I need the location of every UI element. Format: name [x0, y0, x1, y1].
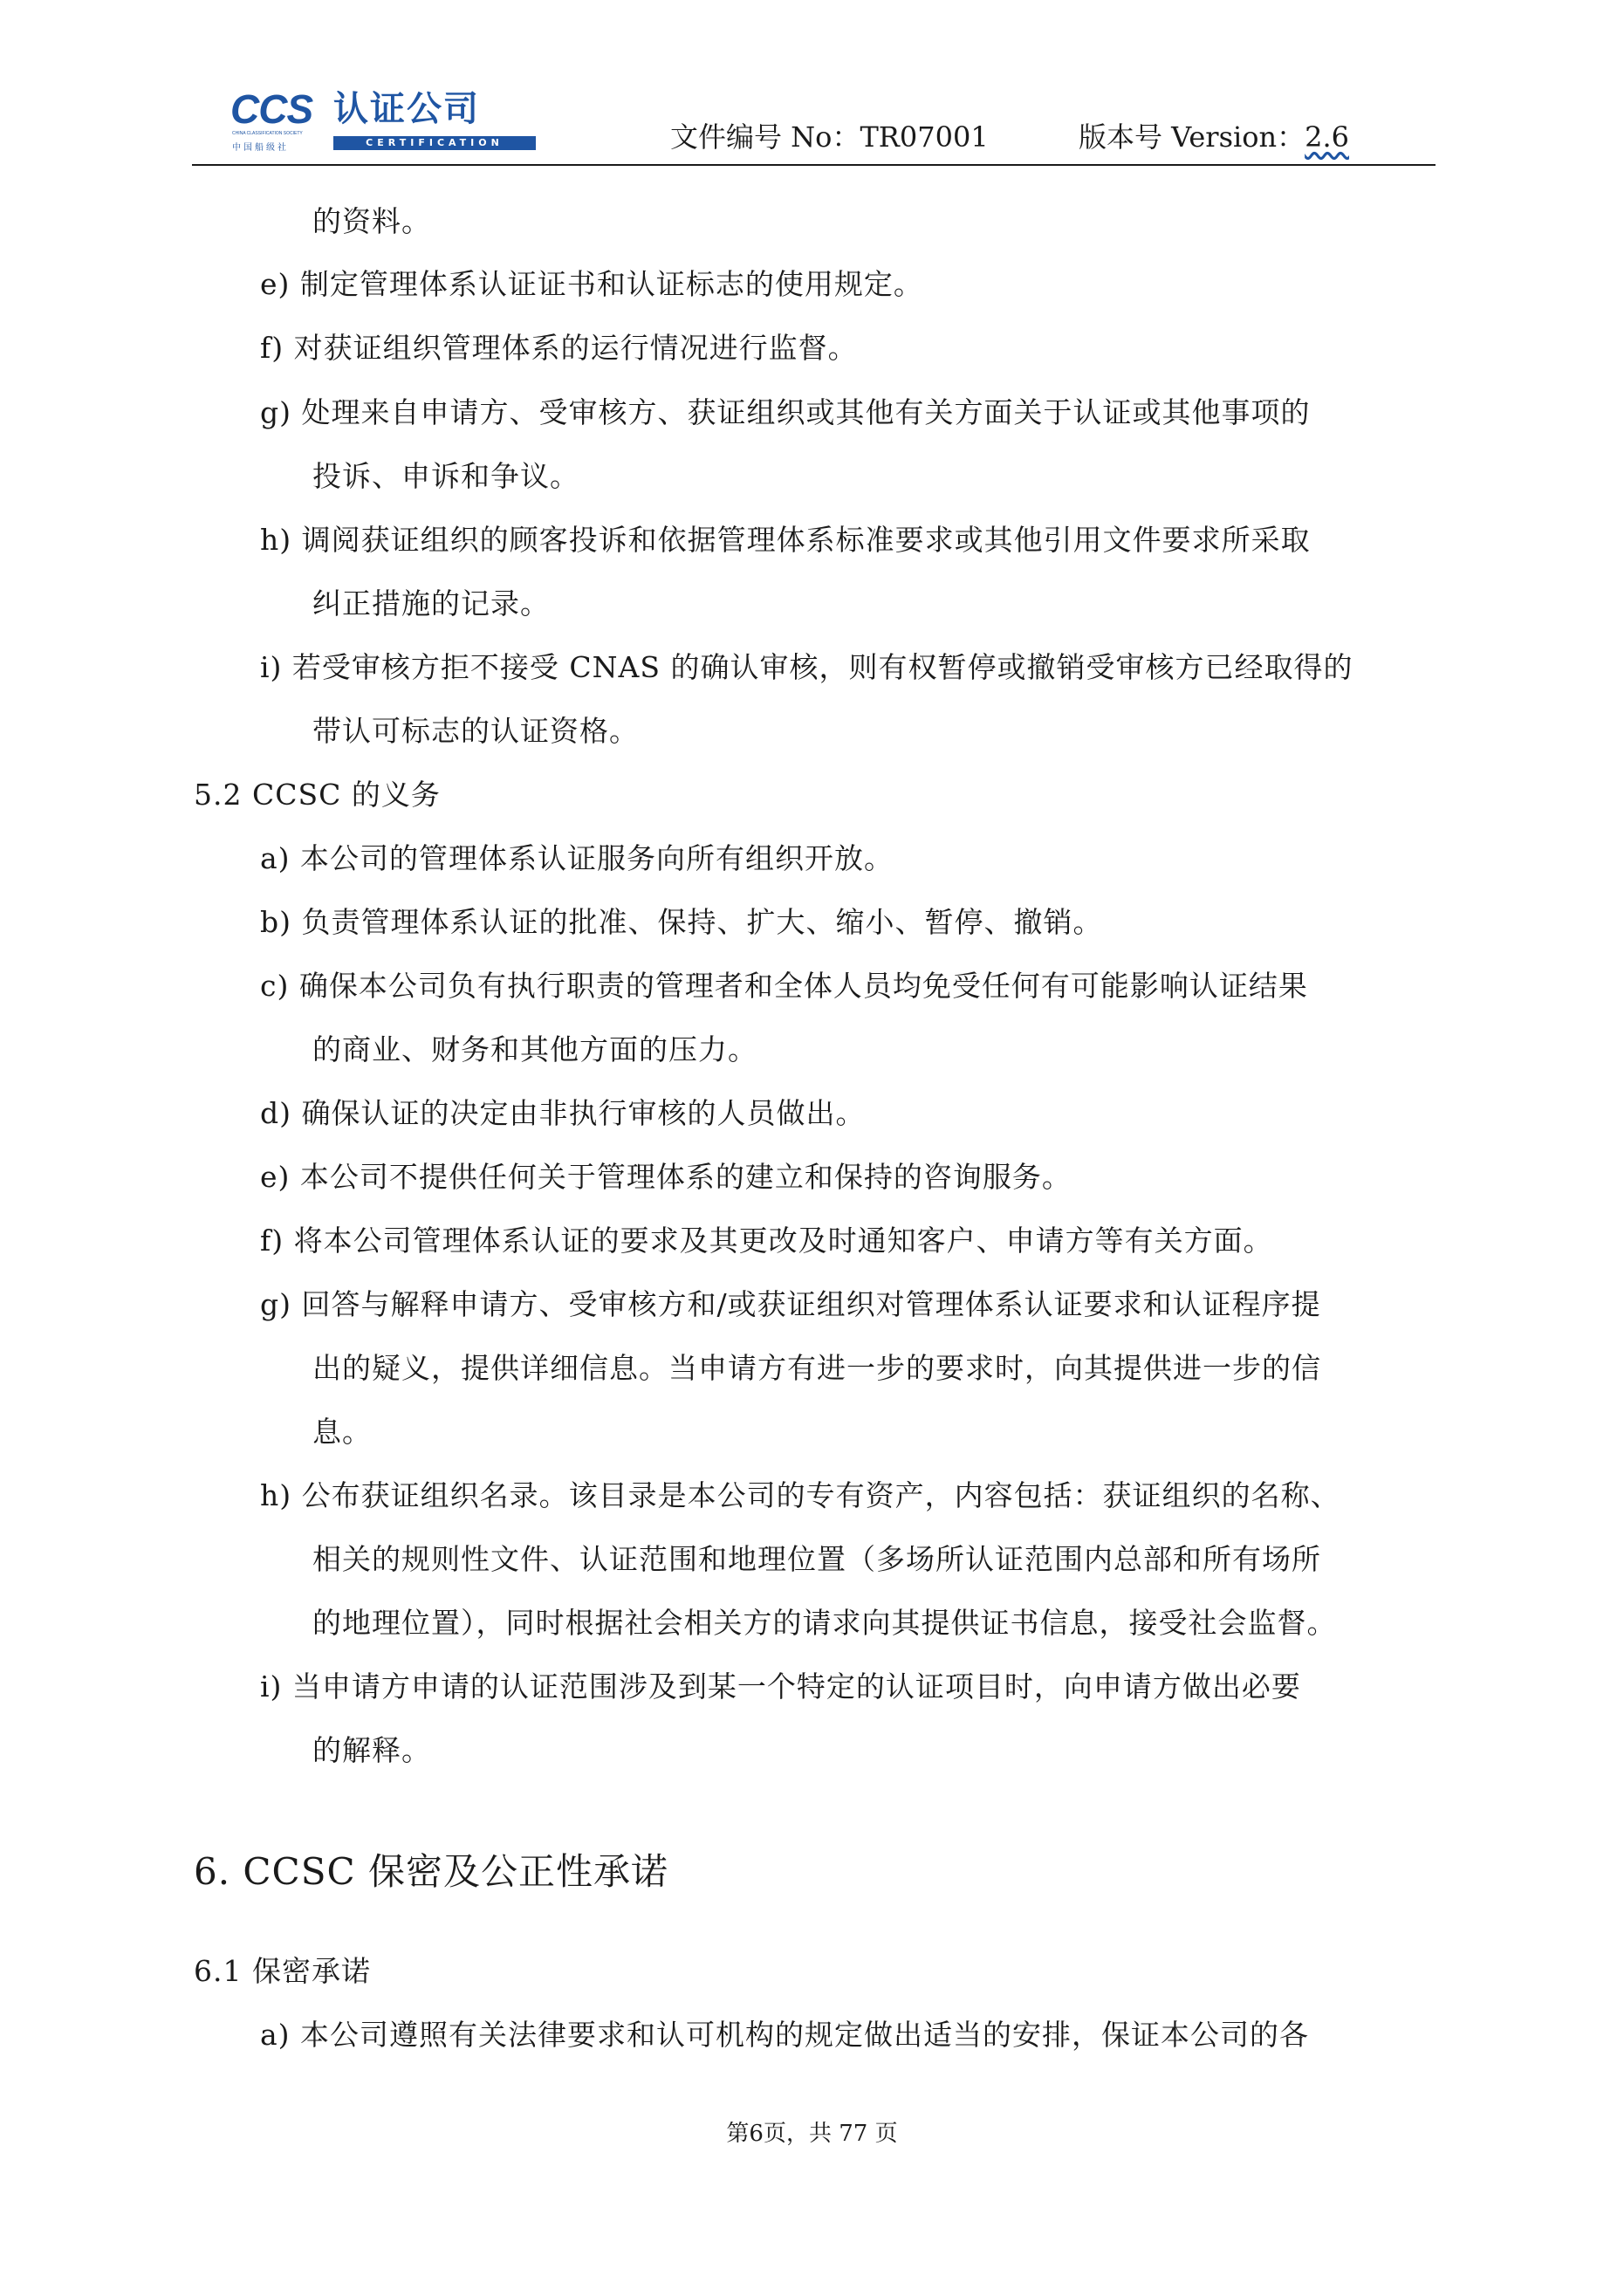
text-line: 的资料。 [312, 204, 431, 238]
list-item: e) 制定管理体系认证证书和认证标志的使用规定。 [260, 267, 923, 301]
list-item: a) 本公司遵照有关法律要求和认可机构的规定做出适当的安排，保证本公司的各 [260, 2018, 1310, 2052]
text-line: 相关的规则性文件、认证范围和地理位置（多场所认证范围内总部和所有场所 [312, 1542, 1321, 1576]
list-item: e) 本公司不提供任何关于管理体系的建立和保持的咨询服务。 [260, 1160, 1072, 1194]
list-item: c) 确保本公司负有执行职责的管理者和全体人员均免受任何有可能影响认证结果 [260, 969, 1308, 1003]
version-number [1079, 115, 1349, 155]
text-line: 的地理位置），同时根据社会相关方的请求向其提供证书信息，接受社会监督。 [312, 1606, 1337, 1640]
list-item: h) 调阅获证组织的顾客投诉和依据管理体系标准要求或其他引用文件要求所采取 [260, 523, 1311, 557]
list-item: d) 确保认证的决定由非执行审核的人员做出。 [260, 1096, 866, 1130]
document-number: 文件编号 No：TR07001 [670, 120, 989, 154]
logo-society-en: CHINA CLASSIFICATION SOCIETY [232, 131, 303, 136]
ccs-certification-logo [230, 87, 545, 157]
text-line: 的商业、财务和其他方面的压力。 [312, 1032, 757, 1066]
page-header [192, 80, 1436, 166]
logo-ccs-text: CCS [230, 86, 313, 132]
text-line: 息。 [312, 1415, 372, 1449]
page-footer: 第6页，共 77 页 [726, 2121, 898, 2147]
list-item: a) 本公司的管理体系认证服务向所有组织开放。 [260, 841, 894, 875]
text-line: 的解释。 [312, 1733, 431, 1767]
list-item: f) 将本公司管理体系认证的要求及其更改及时通知客户、申请方等有关方面。 [260, 1224, 1273, 1258]
text-line: 投诉、申诉和争议。 [312, 459, 579, 493]
text-line: 带认可标志的认证资格。 [312, 714, 639, 748]
version-label: 版本号 Version： [1079, 120, 1305, 154]
text-line: 出的疑义，提供详细信息。当申请方有进一步的要求时，向其提供进一步的信 [312, 1351, 1321, 1385]
subsection-heading: 5.2 CCSC 的义务 [194, 778, 441, 812]
version-value: 2.6 [1305, 120, 1350, 154]
list-item: g) 回答与解释申请方、受审核方和/或获证组织对管理体系认证要求和认证程序提 [260, 1287, 1321, 1321]
section-heading: 6. CCSC 保密及公正性承诺 [194, 1850, 668, 1893]
list-item: b) 负责管理体系认证的批准、保持、扩大、缩小、暂停、撤销。 [260, 905, 1103, 939]
subsection-heading: 6.1 保密承诺 [194, 1954, 371, 1988]
list-item: g) 处理来自申请方、受审核方、获证组织或其他有关方面关于认证或其他事项的 [260, 395, 1311, 429]
list-item: i) 当申请方申请的认证范围涉及到某一个特定的认证项目时，向申请方做出必要 [260, 1669, 1301, 1704]
text-line: 纠正措施的记录。 [312, 586, 550, 620]
list-item: h) 公布获证组织名录。该目录是本公司的专有资产，内容包括：获证组织的名称、 [260, 1478, 1340, 1512]
list-item: f) 对获证组织管理体系的运行情况进行监督。 [260, 331, 858, 365]
list-item: i) 若受审核方拒不接受 CNAS 的确认审核，则有权暂停或撤销受审核方已经取得的 [260, 650, 1353, 684]
logo-certification-bar: CERTIFICATION [333, 136, 536, 150]
logo-society-cn: 中国船级社 [232, 143, 289, 153]
logo-cn-name: 认证公司 [333, 89, 480, 129]
